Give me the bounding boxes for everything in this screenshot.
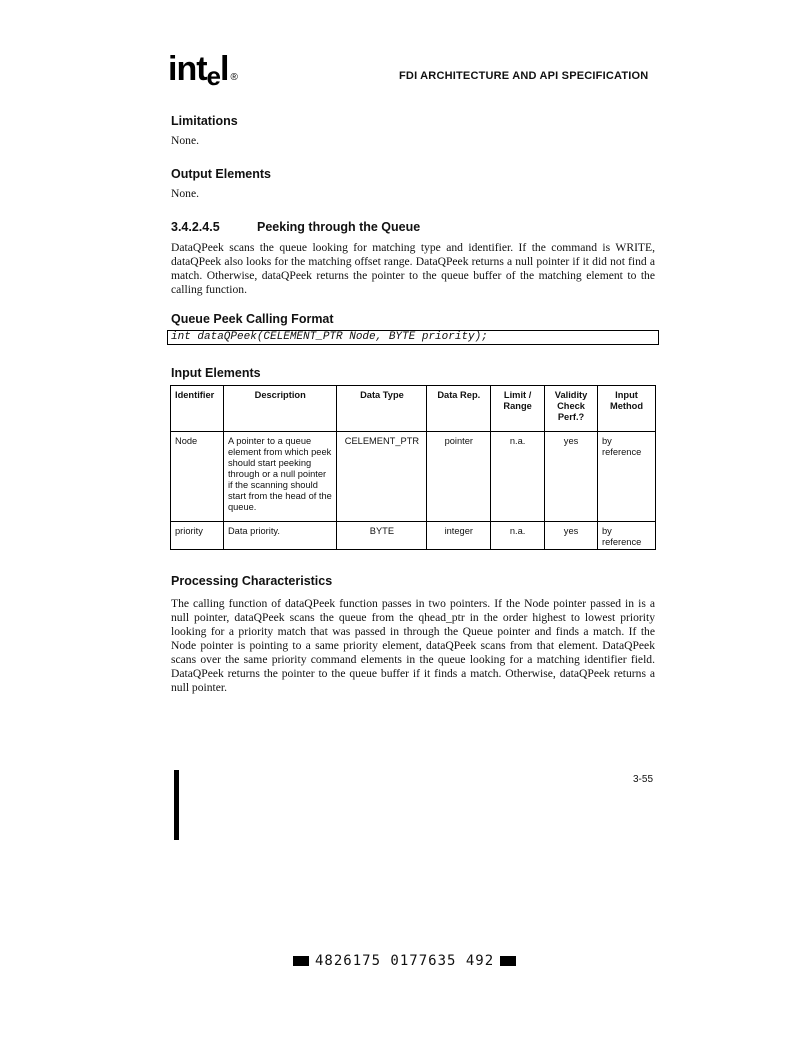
cell-validity: yes xyxy=(545,522,598,550)
registered-mark: ® xyxy=(230,72,237,83)
table-row xyxy=(171,522,656,550)
section-body: DataQPeek scans the queue looking for matching type and identifier. If the command is WRITE, dataQPeek also looks for the matching offset range. DataQPeek returns a null pointer if it did not find a match. Otherwise, dataQPeek returns the pointer to the queue buffer of the matching element to the calling function. xyxy=(171,241,655,296)
table-row xyxy=(171,432,656,522)
table-header-row xyxy=(171,386,656,432)
cell-data-rep: integer xyxy=(427,522,491,550)
cell-validity: yes xyxy=(545,432,598,522)
input-elements-heading: Input Elements xyxy=(171,366,261,380)
logo-text: int xyxy=(168,50,207,88)
cell-method: by reference xyxy=(598,522,656,550)
cell-data-type: BYTE xyxy=(337,522,427,550)
column-header: Data Rep. xyxy=(427,386,491,432)
section-number: 3.4.2.4.5 xyxy=(171,220,220,234)
logo-l: l xyxy=(220,50,229,88)
column-header: Identifier xyxy=(171,386,224,432)
change-bar xyxy=(174,770,179,840)
column-header: Validity Check Perf.? xyxy=(545,386,598,432)
barcode-block-right xyxy=(500,956,516,966)
processing-text: The calling function of dataQPeek function passes in two pointers. If the Node pointer passed in is a null pointer, dataQPeek scans the queue from the qhead_ptr in the order highest to lowest priority looking for a priority match that was passed in through the Queue pointer and finds a match. If the Node pointer is pointing to a same priority element, dataQPeek scans from that element. DataQPeek scans over the same priority command elements in the queue looking for a matching identifier field. DataQPeek returns the pointer to the queue buffer if it finds a match. Otherwise, dataQPeek returns a null pointer. xyxy=(171,597,655,694)
cell-description: A pointer to a queue element from which peek should start peeking through or a null pointer if the scanning should start from the head of the queue. xyxy=(223,432,337,522)
intel-logo xyxy=(168,50,237,89)
cell-limit: n.a. xyxy=(491,522,545,550)
barcode-line xyxy=(287,953,522,969)
column-header: Input Method xyxy=(598,386,656,432)
input-elements-table xyxy=(170,385,656,550)
barcode-text: 4826175 0177635 492 xyxy=(315,953,495,969)
output-elements-heading: Output Elements xyxy=(171,167,272,181)
calling-format-code: int dataQPeek(CELEMENT_PTR Node, BYTE priority); xyxy=(167,330,659,345)
section-title: Peeking through the Queue xyxy=(257,220,421,234)
column-header: Limit / Range xyxy=(491,386,545,432)
cell-data-type: CELEMENT_PTR xyxy=(337,432,427,522)
cell-identifier: priority xyxy=(171,522,224,550)
output-elements-text: None. xyxy=(171,187,200,200)
limitations-text: None. xyxy=(171,134,200,147)
cell-identifier: Node xyxy=(171,432,224,522)
calling-format-heading: Queue Peek Calling Format xyxy=(171,312,334,326)
page-number: 3-55 xyxy=(633,774,654,785)
cell-description: Data priority. xyxy=(223,522,337,550)
barcode-block-left xyxy=(293,956,309,966)
logo-dropped-e: e xyxy=(206,61,221,91)
limitations-heading: Limitations xyxy=(171,114,238,128)
processing-heading: Processing Characteristics xyxy=(171,574,333,588)
cell-data-rep: pointer xyxy=(427,432,491,522)
column-header: Description xyxy=(223,386,337,432)
cell-limit: n.a. xyxy=(491,432,545,522)
cell-method: by reference xyxy=(598,432,656,522)
column-header: Data Type xyxy=(337,386,427,432)
running-header: FDI ARCHITECTURE AND API SPECIFICATION xyxy=(399,70,649,82)
